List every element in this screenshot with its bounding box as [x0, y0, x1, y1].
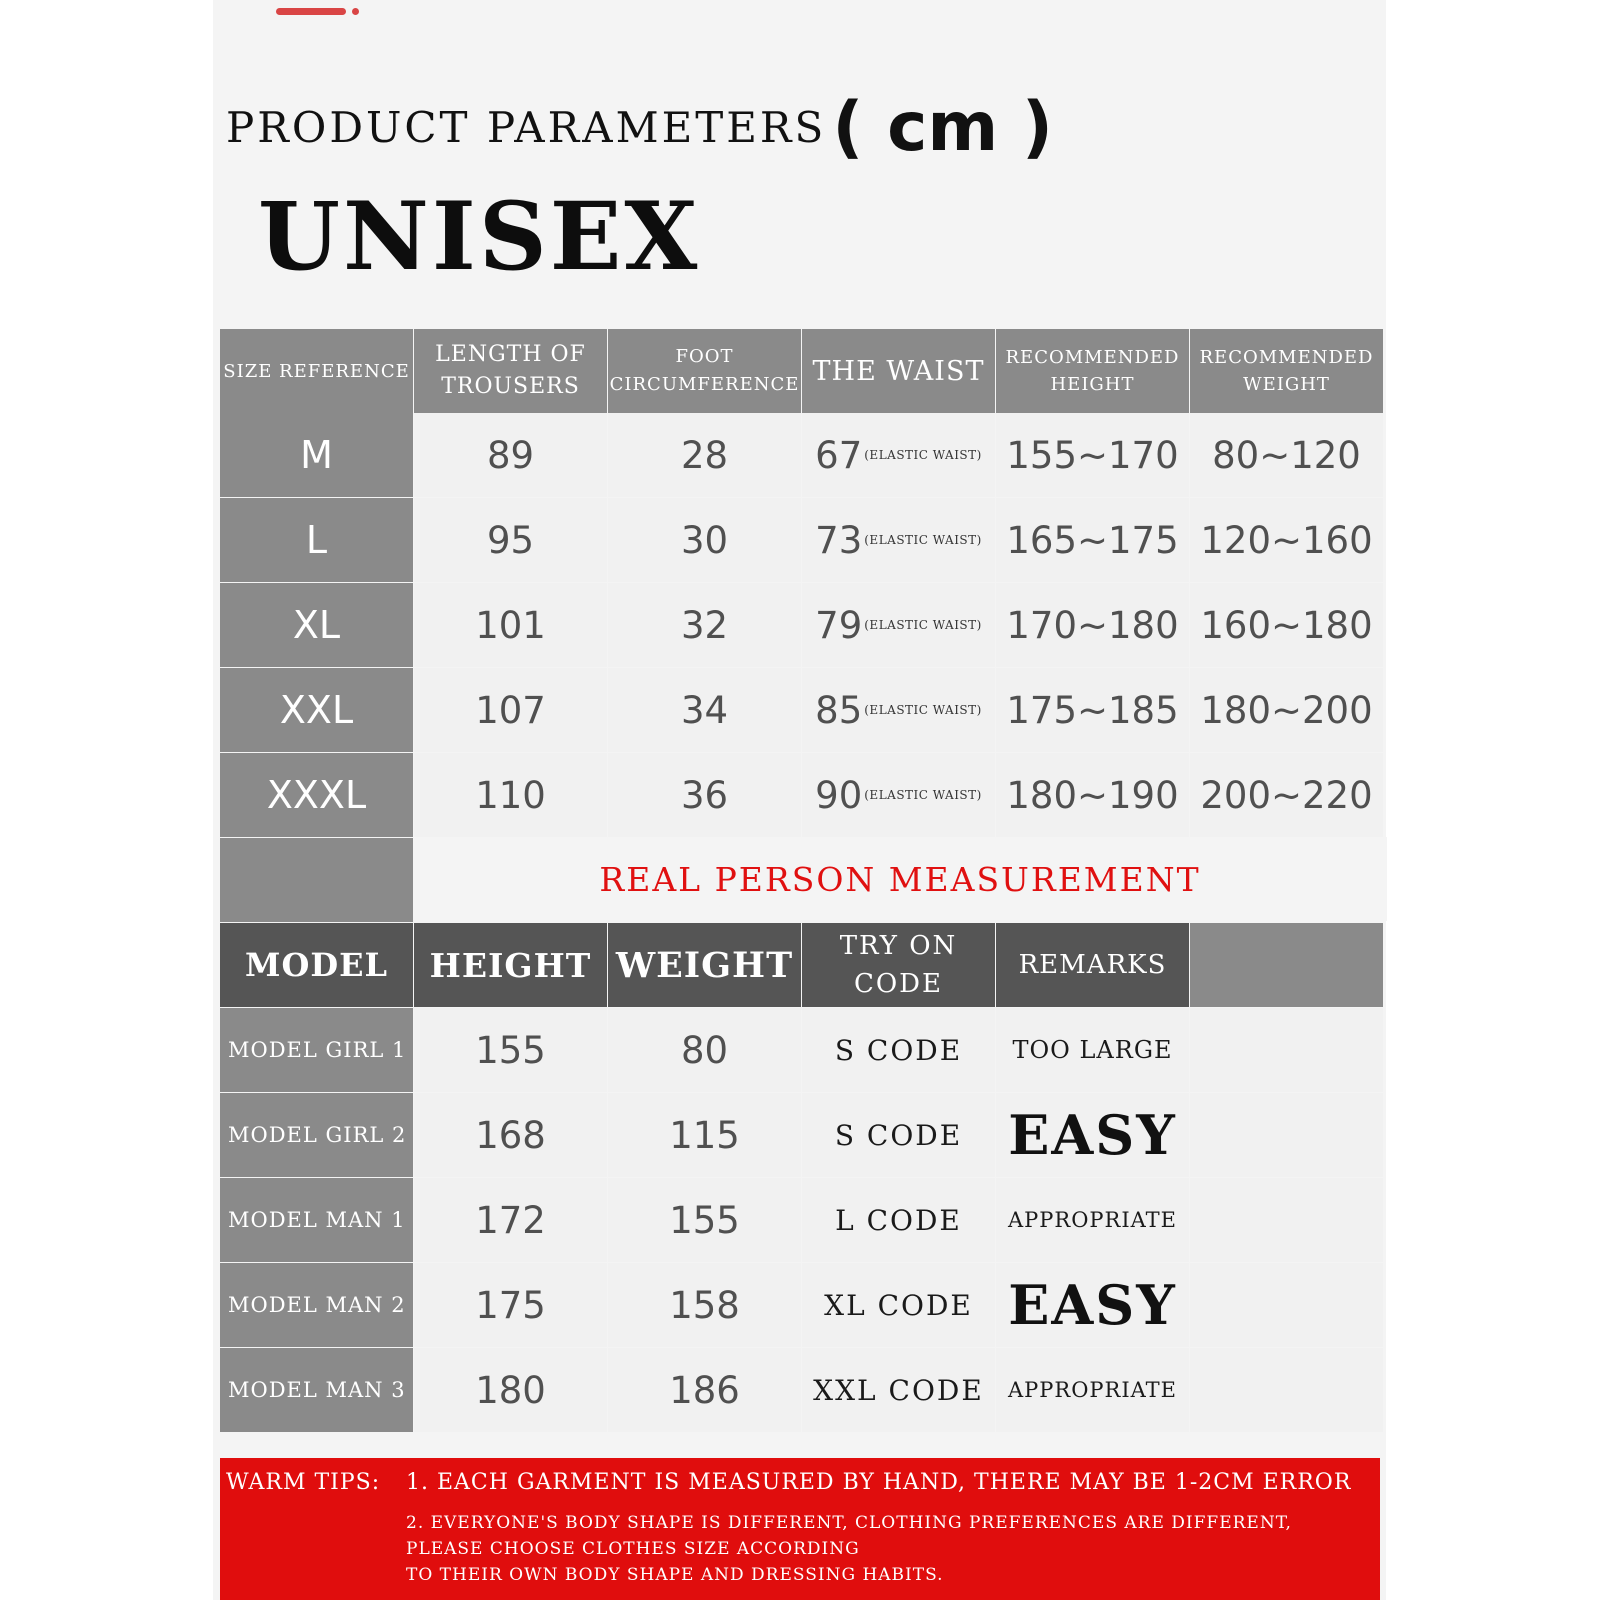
title-unit: ( cm ): [832, 87, 1053, 167]
remark: TOO LARGE: [996, 1008, 1189, 1092]
model-weight: 186: [608, 1348, 801, 1432]
weight-range: 120~160: [1190, 498, 1383, 582]
model-weight: 80: [608, 1008, 801, 1092]
size-row: [220, 753, 1383, 837]
header-recommended-height: RECOMMENDED HEIGHT: [996, 329, 1189, 413]
model-weight: 115: [608, 1093, 801, 1177]
waist-cell: [802, 413, 995, 497]
size-label: XXXL: [220, 753, 413, 837]
title-main: PRODUCT PARAMETERS: [226, 102, 827, 152]
try-on-code: XXL CODE: [802, 1348, 995, 1432]
height-range: 155~170: [996, 413, 1189, 497]
tip-two-line-1: 2. EVERYONE'S BODY SHAPE IS DIFFERENT, CLOTHING PREFERENCES ARE DIFFERENT,: [406, 1513, 1292, 1533]
tip-two-line-3: TO THEIR OWN BODY SHAPE AND DRESSING HABITS.: [406, 1565, 944, 1585]
remark: APPROPRIATE: [996, 1178, 1189, 1262]
size-label: M: [220, 413, 413, 497]
model-height: 155: [414, 1008, 607, 1092]
length-value: 89: [414, 413, 607, 497]
model-row: [220, 1263, 1383, 1347]
model-label: MODEL MAN 1: [220, 1178, 413, 1262]
model-row: [220, 1178, 1383, 1262]
section-divider-side: [220, 838, 413, 922]
header-recommended-weight: RECOMMENDED WEIGHT: [1190, 329, 1383, 413]
weight-range: 160~180: [1190, 583, 1383, 667]
remark: APPROPRIATE: [996, 1348, 1189, 1432]
foot-value: 36: [608, 753, 801, 837]
length-value: 95: [414, 498, 607, 582]
blank-cell: [1190, 1348, 1383, 1432]
model-row: [220, 1348, 1383, 1432]
foot-value: 28: [608, 413, 801, 497]
length-value: 101: [414, 583, 607, 667]
waist-cell: [802, 753, 995, 837]
blank-cell: [1190, 1178, 1383, 1262]
length-value: 107: [414, 668, 607, 752]
model-height: 172: [414, 1178, 607, 1262]
header-blank: [1190, 923, 1383, 1007]
weight-range: 80~120: [1190, 413, 1383, 497]
waist-cell: [802, 583, 995, 667]
foot-value: 32: [608, 583, 801, 667]
height-range: 175~185: [996, 668, 1189, 752]
waist-value: 79: [815, 603, 863, 647]
waist-value: 85: [815, 688, 863, 732]
header-length-of-trousers: LENGTH OF TROUSERS: [414, 329, 607, 413]
waist-note: (ELASTIC WAIST): [864, 533, 982, 547]
blank-cell: [1190, 1093, 1383, 1177]
size-label: L: [220, 498, 413, 582]
model-weight: 155: [608, 1178, 801, 1262]
model-table-header: [220, 923, 1383, 1007]
waist-note: (ELASTIC WAIST): [864, 618, 982, 632]
accent-bar: [276, 8, 346, 15]
header-weight: WEIGHT: [608, 923, 801, 1007]
waist-value: 67: [815, 433, 863, 477]
height-range: 170~180: [996, 583, 1189, 667]
size-label: XL: [220, 583, 413, 667]
remark: EASY: [996, 1093, 1189, 1177]
weight-range: 180~200: [1190, 668, 1383, 752]
model-label: MODEL MAN 2: [220, 1263, 413, 1347]
try-on-code: XL CODE: [802, 1263, 995, 1347]
accent-dot: [352, 8, 359, 15]
size-row: [220, 498, 1383, 582]
try-on-code: S CODE: [802, 1093, 995, 1177]
blank-cell: [1190, 1008, 1383, 1092]
model-label: MODEL GIRL 2: [220, 1093, 413, 1177]
foot-value: 30: [608, 498, 801, 582]
try-on-code: L CODE: [802, 1178, 995, 1262]
header-size-reference: SIZE REFERENCE: [220, 329, 413, 413]
foot-value: 34: [608, 668, 801, 752]
waist-note: (ELASTIC WAIST): [864, 703, 982, 717]
length-value: 110: [414, 753, 607, 837]
size-row: [220, 413, 1383, 497]
size-table-header: [220, 329, 1383, 413]
real-person-measurement-title: REAL PERSON MEASUREMENT: [413, 837, 1387, 921]
waist-cell: [802, 498, 995, 582]
header-height: HEIGHT: [414, 923, 607, 1007]
tip-two: [406, 1510, 1292, 1588]
header-the-waist: THE WAIST: [802, 329, 995, 413]
size-row: [220, 668, 1383, 752]
waist-value: 90: [815, 773, 863, 817]
warm-tips-box: [220, 1458, 1380, 1600]
blank-cell: [1190, 1263, 1383, 1347]
model-row: [220, 1093, 1383, 1177]
waist-value: 73: [815, 518, 863, 562]
remark: EASY: [996, 1263, 1189, 1347]
waist-cell: [802, 668, 995, 752]
model-label: MODEL MAN 3: [220, 1348, 413, 1432]
try-on-code: S CODE: [802, 1008, 995, 1092]
model-label: MODEL GIRL 1: [220, 1008, 413, 1092]
waist-note: (ELASTIC WAIST): [864, 788, 982, 802]
height-range: 180~190: [996, 753, 1189, 837]
size-row: [220, 583, 1383, 667]
tip-two-line-2: PLEASE CHOOSE CLOTHES SIZE ACCORDING: [406, 1539, 860, 1559]
unisex-heading: UNISEX: [258, 182, 701, 292]
model-height: 168: [414, 1093, 607, 1177]
tip-one: 1. EACH GARMENT IS MEASURED BY HAND, THERE MAY BE 1-2CM ERROR: [406, 1470, 1352, 1495]
header-remarks: REMARKS: [996, 923, 1189, 1007]
header-model: MODEL: [220, 923, 413, 1007]
weight-range: 200~220: [1190, 753, 1383, 837]
model-height: 175: [414, 1263, 607, 1347]
model-row: [220, 1008, 1383, 1092]
header-try-on-code: TRY ON CODE: [802, 923, 995, 1007]
section-divider-row: [220, 838, 413, 922]
warm-tips-label: WARM TIPS:: [226, 1470, 381, 1495]
model-height: 180: [414, 1348, 607, 1432]
height-range: 165~175: [996, 498, 1189, 582]
waist-note: (ELASTIC WAIST): [864, 448, 982, 462]
size-label: XXL: [220, 668, 413, 752]
header-foot-circumference: FOOT CIRCUMFERENCE: [608, 329, 801, 413]
page-title: [226, 87, 1053, 167]
model-weight: 158: [608, 1263, 801, 1347]
